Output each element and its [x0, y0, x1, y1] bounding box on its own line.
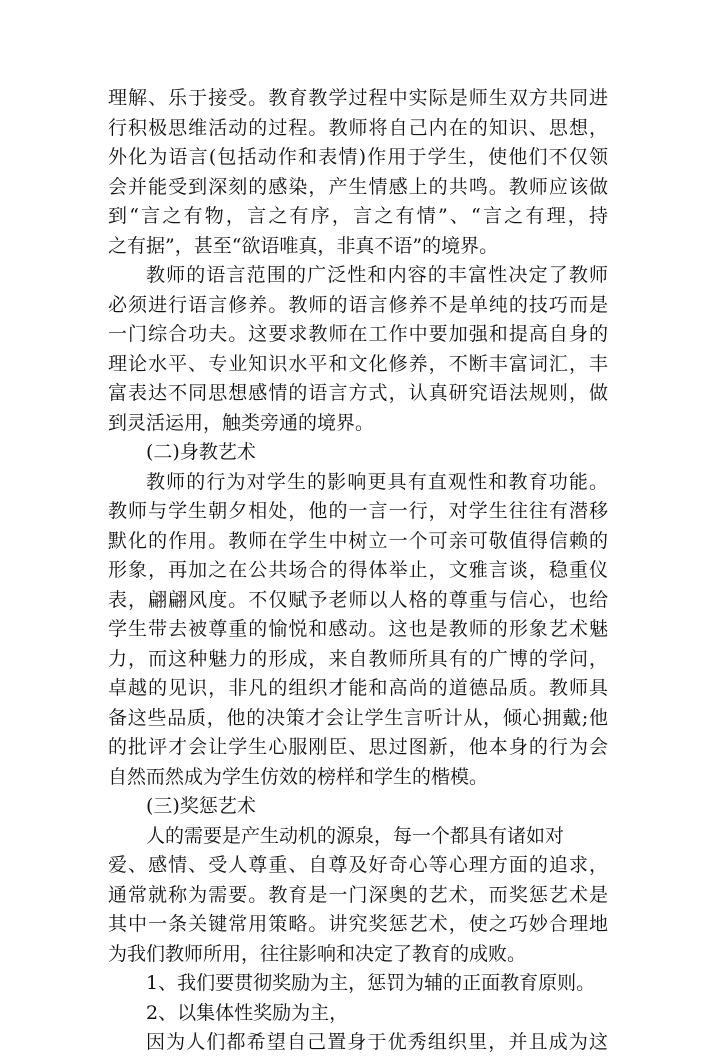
- text-line: 1、我们要贯彻奖励为主，惩罚为辅的正面教育原则。: [146, 972, 596, 994]
- text-line: 一门综合功夫。这要求教师在工作中要加强和提高自身的: [108, 323, 608, 345]
- text-line: 之有据”，甚至“欲语唯真，非真不语”的境界。: [108, 234, 499, 257]
- text-line: 的批评才会让学生心服刚臣、思过图新，他本身的行为会: [108, 736, 608, 758]
- text-line: 默化的作用。教师在学生中树立一个可亲可敬值得信赖的: [108, 529, 608, 552]
- text-line: 为我们教师所用，往往影响和决定了教育的成败。: [108, 942, 527, 965]
- text-line: 形象，再加之在公共场合的得体举止，文雅言谈，稳重仪: [108, 559, 608, 581]
- text-line: 备这些品质，他的决策才会让学生言听计从，倾心拥戴;他: [108, 706, 608, 729]
- text-line: 富表达不同思想感情的语言方式，认真研究语法规则，做: [108, 382, 608, 404]
- text-line: 表，翩翩风度。不仅赋予老师以人格的尊重与信心，也给: [108, 588, 608, 611]
- text-line: 学生带去被尊重的愉悦和感动。这也是教师的形象艺术魅: [108, 618, 608, 640]
- text-line: 外化为语言(包括动作和表情)作用于学生，使他们不仅领: [108, 146, 608, 168]
- text-line: 卓越的见识，非凡的组织才能和高尚的道德品质。教师具: [108, 677, 608, 699]
- text-line: 必须进行语言修养。教师的语言修养不是单纯的技巧而是: [108, 293, 608, 316]
- text-line: 爱、感情、受人尊重、自尊及好奇心等心理方面的追求，: [108, 854, 608, 876]
- text-line: 到灵活运用，触类旁通的境界。: [108, 411, 375, 434]
- section-heading: (三)奖惩艺术: [146, 795, 256, 817]
- document-body: [108, 84, 608, 1058]
- text-line: 通常就称为需要。教育是一门深奥的艺术，而奖惩艺术是: [108, 883, 608, 906]
- text-line: 教师与学生朝夕相处，他的一言一行，对学生往往有潜移: [108, 500, 608, 522]
- text-line: 教师的语言范围的广泛性和内容的丰富性决定了教师: [146, 264, 608, 286]
- text-line: 到“言之有物，言之有序，言之有情”、“言之有理，持: [108, 205, 608, 227]
- text-line: 行积极思维活动的过程。教师将自己内在的知识、思想，: [108, 116, 608, 139]
- text-line: 因为人们都希望自己置身于优秀组织里，并且成为这: [146, 1031, 608, 1053]
- text-line: 人的需要是产生动机的源泉，每一个都具有诸如对: [146, 824, 565, 847]
- text-line: 其中一条关键常用策略。讲究奖惩艺术，使之巧妙合理地: [108, 913, 608, 935]
- section-heading: (二)身教艺术: [146, 441, 256, 463]
- text-line: 理论水平、专业知识水平和文化修养，不断丰富词汇，丰: [108, 352, 608, 375]
- text-line: 力，而这种魅力的形成，来自教师所具有的广博的学问，: [108, 647, 608, 670]
- text-line: 自然而然成为学生仿效的榜样和学生的楷模。: [108, 765, 489, 788]
- text-line: 会并能受到深刻的感染，产生情感上的共鸣。教师应该做: [108, 175, 608, 198]
- text-line: 2、以集体性奖励为主，: [146, 1001, 349, 1024]
- text-line: 理解、乐于接受。教育教学过程中实际是师生双方共同进: [108, 87, 608, 109]
- text-line: 教师的行为对学生的影响更具有直观性和教育功能。: [146, 470, 608, 493]
